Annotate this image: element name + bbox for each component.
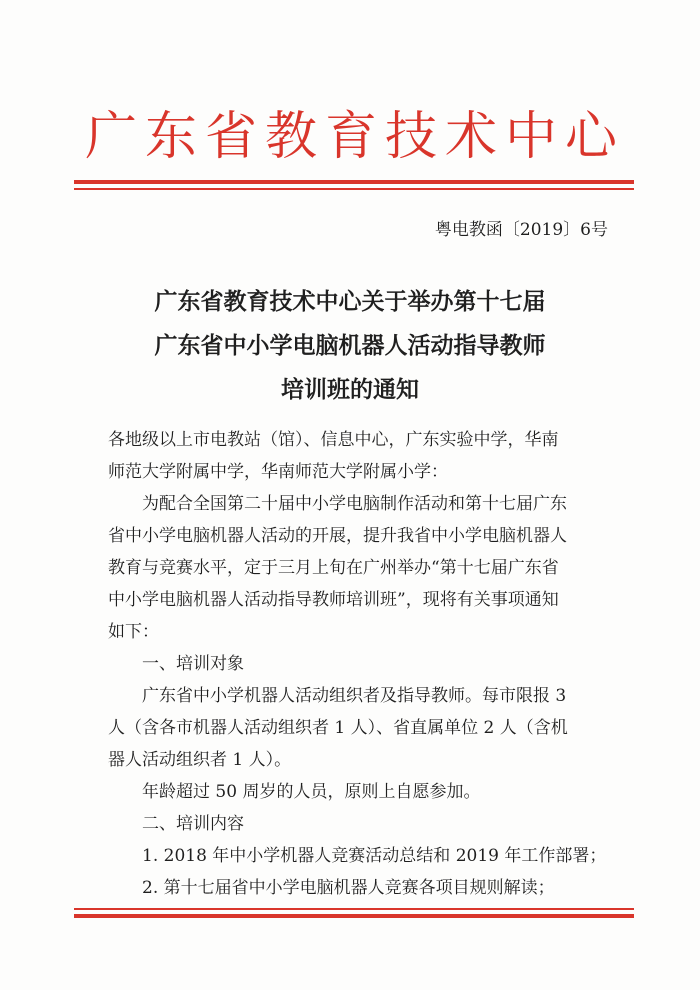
addressee-line: 师范大学附属中学，华南师范大学附属小学：	[108, 462, 448, 482]
red-rule-thick	[74, 914, 634, 918]
section-1-line: 器人活动组织者 1 人）。	[108, 750, 292, 770]
title-line-1: 广东省教育技术中心关于举办第十七届	[154, 288, 546, 315]
addressee-line: 各地级以上市电教站（馆）、信息中心，广东实验中学，华南	[108, 430, 559, 450]
section-1-line: 年龄超过 50 周岁的人员，原则上自愿参加。	[142, 782, 481, 802]
intro-paragraph-line: 如下：	[108, 622, 159, 642]
title-line-3: 培训班的通知	[281, 376, 419, 403]
section-heading-training-content: 二、培训内容	[142, 814, 244, 834]
section-1-line: 广东省中小学机器人活动组织者及指导教师。每市限报 3	[142, 686, 567, 706]
red-rule-thin	[74, 908, 634, 910]
letterhead-org-name: 广东省教育技术中心	[84, 107, 625, 167]
intro-paragraph-line: 中小学电脑机器人活动指导教师培训班”，现将有关事项通知	[108, 590, 559, 610]
red-rule-thick	[74, 180, 634, 184]
document-number: 粤电教函〔2019〕6号	[434, 220, 608, 240]
intro-paragraph-line: 省中小学电脑机器人活动的开展，提升我省中小学电脑机器人	[108, 526, 567, 546]
document-body	[108, 424, 608, 904]
intro-paragraph-line: 教育与竞赛水平，定于三月上旬在广州举办“第十七届广东省	[108, 558, 559, 578]
section-heading-training-target: 一、培训对象	[142, 654, 244, 674]
section-2-item: 2. 第十七届省中小学电脑机器人竞赛各项目规则解读；	[142, 878, 555, 898]
document-title	[80, 280, 620, 412]
intro-paragraph-line: 为配合全国第二十届中小学电脑制作活动和第十七届广东	[142, 494, 567, 514]
red-rule-thin	[74, 188, 634, 190]
title-line-2: 广东省中小学电脑机器人活动指导教师	[154, 332, 546, 359]
section-1-line: 人（含各市机器人活动组织者 1 人）、省直属单位 2 人（含机	[108, 718, 568, 738]
section-2-item: 1. 2018 年中小学机器人竞赛活动总结和 2019 年工作部署；	[142, 846, 607, 866]
